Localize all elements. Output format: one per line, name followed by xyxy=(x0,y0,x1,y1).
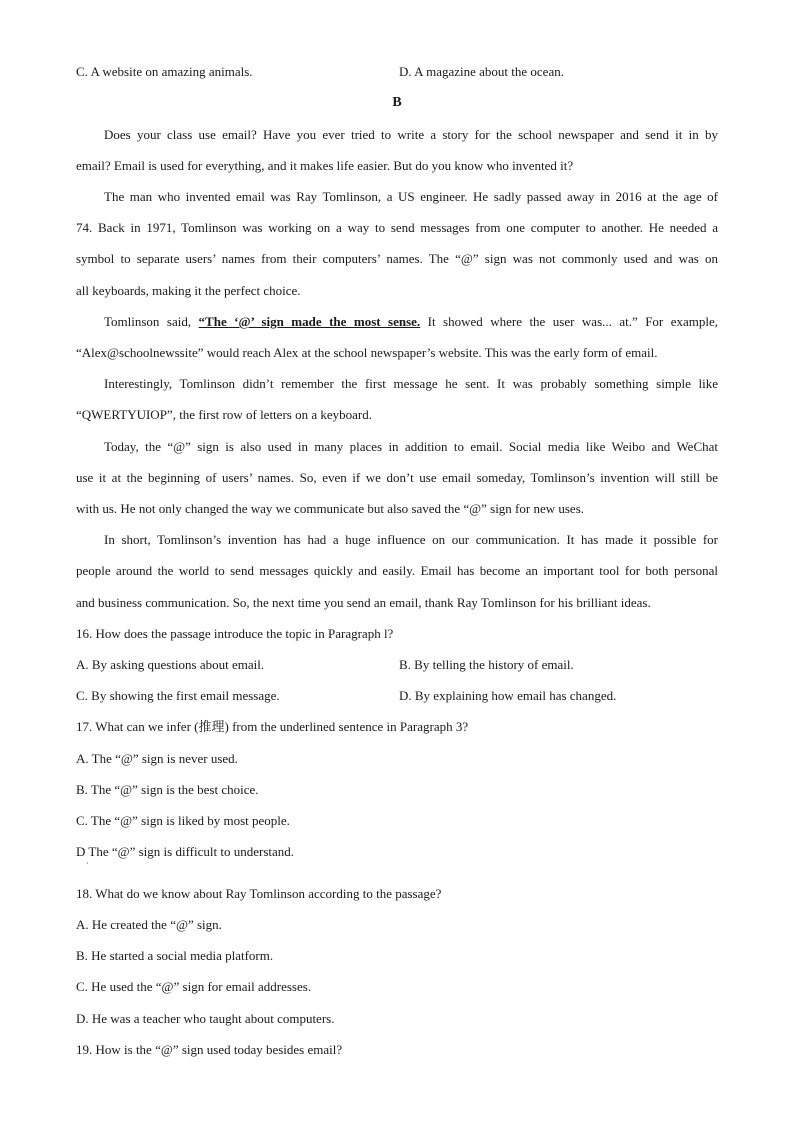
stray-dot-mark: · xyxy=(86,859,89,868)
question-16-option-c: C. By showing the first email message. xyxy=(76,688,280,703)
question-16-option-a: A. By asking questions about email. xyxy=(76,657,265,672)
option-c: C. A website on amazing animals. xyxy=(76,64,253,79)
paragraph-3-intro: Tomlinson said, xyxy=(104,314,199,329)
paragraph-2-line-3: symbol to separate users’ names from their computers’ names. The “@” sign was not commonly used and was on xyxy=(76,251,718,266)
paragraph-3-continuation: It showed where the user was... at.” For example, xyxy=(420,314,718,329)
question-18-option-d: D. He was a teacher who taught about computers. xyxy=(76,1011,335,1026)
paragraph-2-line-1: The man who invented email was Ray Tomlinson, a US engineer. He sadly passed away in 2016 at the age of xyxy=(104,189,718,204)
paragraph-1-line-2: email? Email is used for everything, and it makes life easier. But do you know who invented it? xyxy=(76,158,574,173)
option-d: D. A magazine about the ocean. xyxy=(399,64,564,79)
question-16-options-row-2 xyxy=(76,688,718,704)
question-17-option-a: A. The “@” sign is never used. xyxy=(76,751,238,766)
paragraph-5-line-3: with us. He not only changed the way we communicate but also saved the “@” sign for new uses. xyxy=(76,501,585,516)
question-19-stem: 19. How is the “@” sign used today besides email? xyxy=(76,1042,343,1057)
underlined-sentence: “The ‘@’ sign made the most sense. xyxy=(198,314,421,329)
question-16-stem: 16. How does the passage introduce the topic in Paragraph l? xyxy=(76,626,394,641)
section-title: B xyxy=(392,95,402,110)
paragraph-6-line-1: In short, Tomlinson’s invention has had a huge influence on our communication. It has made it possible for xyxy=(104,532,718,547)
question-17-stem: 17. What can we infer (推理) from the underlined sentence in Paragraph 3? xyxy=(76,719,469,734)
paragraph-2-line-4: all keyboards, making it the perfect choice. xyxy=(76,283,301,298)
top-options-row xyxy=(76,64,718,80)
question-18-option-c: C. He used the “@” sign for email addresses. xyxy=(76,979,312,994)
paragraph-3-line-1 xyxy=(76,314,718,330)
paragraph-5-line-1: Today, the “@” sign is also used in many places in addition to email. Social media like Weibo and WeChat xyxy=(104,439,718,454)
paragraph-4-line-1: Interestingly, Tomlinson didn’t remember the first message he sent. It was probably something simple like xyxy=(104,376,718,391)
paragraph-2-line-2: 74. Back in 1971, Tomlinson was working on a way to send messages from one computer to another. He needed a xyxy=(76,220,718,235)
paragraph-3-line-2: “Alex@schoolnewssite” would reach Alex at the school newspaper’s website. This was the early form of email. xyxy=(76,345,658,360)
question-16-option-d: D. By explaining how email has changed. xyxy=(399,688,617,703)
question-17-option-c: C. The “@” sign is liked by most people. xyxy=(76,813,290,828)
question-18-option-a: A. He created the “@” sign. xyxy=(76,917,222,932)
question-17-option-d: D The “@” sign is difficult to understand. xyxy=(76,844,295,859)
question-16-options-row-1 xyxy=(76,657,718,673)
question-18-option-b: B. He started a social media platform. xyxy=(76,948,274,963)
paragraph-4-line-2: “QWERTYUIOP”, the first row of letters on a keyboard. xyxy=(76,407,372,422)
paragraph-5-line-2: use it at the beginning of users’ names. So, even if we don’t use email someday, Tomlinson’s invention will still be xyxy=(76,470,718,485)
paragraph-1-line-1: Does your class use email? Have you ever tried to write a story for the school newspaper and send it in by xyxy=(104,127,718,142)
question-17-option-d-row xyxy=(76,844,718,868)
paragraph-6-line-3: and business communication. So, the next time you send an email, thank Ray Tomlinson for his brilliant ideas. xyxy=(76,595,651,610)
question-18-stem: 18. What do we know about Ray Tomlinson according to the passage? xyxy=(76,886,442,901)
paragraph-6-line-2: people around the world to send messages quickly and easily. Email has become an important tool for both personal xyxy=(76,563,718,578)
question-16-option-b: B. By telling the history of email. xyxy=(399,657,574,672)
question-17-option-b: B. The “@” sign is the best choice. xyxy=(76,782,259,797)
